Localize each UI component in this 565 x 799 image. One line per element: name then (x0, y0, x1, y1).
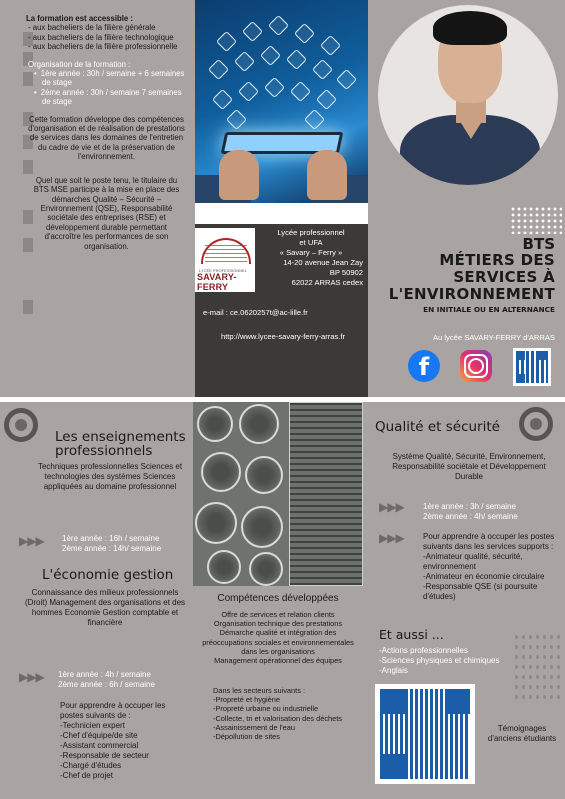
water-treatment-photo (193, 402, 363, 586)
right-hand (307, 150, 347, 200)
email-link[interactable]: e-mail : ce.0620257t@ac-lille.fr (203, 308, 308, 317)
brochure-front (0, 0, 565, 397)
skills-column (193, 402, 363, 799)
sector-item: -Assainissement de l'eau (213, 722, 295, 732)
website-link[interactable]: http://www.lycee-savary-ferry-arras.fr (220, 332, 346, 341)
ring-decoration (4, 408, 38, 442)
job-item: -Chef de projet (60, 771, 113, 780)
training-description: Cette formation développe des compétences d'organisation et de réalisation de prestations de services dans les domaines de l'entretien du cadre de vie et de la préservation de l'environnement. (28, 114, 185, 162)
skills-list: Offre de services et relation clients Organisation technique des prestations Démarche qualité et intégration des préoccupations sociales et environnementales dans les organisations Management opérationnel des équipes (202, 610, 354, 666)
instagram-icon[interactable] (460, 350, 492, 382)
testimonials-label: Témoignages d'anciens étudiants (487, 724, 557, 743)
teaching-hours: 1ère année : 16h / semaine 2ème année : 14h/ semaine (62, 534, 162, 553)
school-column (195, 0, 368, 397)
support-item: -Animateur qualité, sécurité, environnement (423, 552, 523, 571)
info-column (0, 0, 195, 397)
cover-column (368, 0, 565, 397)
job-item: -Technicien expert (60, 721, 125, 730)
quality-hours: 1ère année : 3h / semaine 2ème année : 4h/ semaine (423, 502, 518, 521)
access-item: - aux bacheliers de la filière technologique (28, 32, 174, 42)
qr-code[interactable] (513, 348, 551, 386)
access-title: La formation est accessible : (26, 14, 134, 23)
arrow-icon: ▶▶▶ (19, 534, 44, 548)
brochure-back (0, 402, 565, 799)
economy-hours: 1ère année : 4h / semaine 2ème année : 6h / semaine (58, 670, 155, 689)
support-item: -Responsable QSE (si poursuite d'études) (423, 582, 538, 601)
aussi-list: -Actions professionnelles -Sciences physiques et chimiques -Anglais (379, 646, 500, 675)
aussi-title: Et aussi ... (379, 627, 444, 642)
access-item: - aux bacheliers de la filière générale (28, 23, 156, 33)
supports-intro: Pour apprendre à occuper les postes suivants dans les services supports : (423, 532, 555, 551)
economy-title: L'économie gestion (42, 567, 174, 583)
teaching-title: Les enseignements professionnels (55, 429, 186, 459)
contact-info (203, 308, 363, 356)
left-hand (219, 150, 259, 200)
organisation-block (18, 60, 185, 107)
contact-panel (195, 224, 368, 397)
brochure-subtitle: EN INITIALE OU EN ALTERNANCE (423, 305, 555, 314)
quality-text: Système Qualité, Sécurité, Environnement, Responsabilité sociétale et Développement Durable (392, 452, 546, 481)
school-address: Lycée professionnel et UFA « Savary – Ferry » 14-20 avenue Jean Zay BP 50902 62022 ARRAS cedex (277, 228, 363, 287)
sector-item: -Dépollution de sites (213, 732, 280, 742)
job-item: -Assistant commercial (60, 741, 139, 750)
quality-column (363, 402, 565, 799)
economy-text: Connaissance des milieux professionnels (Droit) Management des organisations et des hommes Economie Gestion comptable et financière (24, 588, 186, 627)
facebook-icon[interactable]: f (408, 350, 440, 382)
support-item: -Animateur en économie circulaire (423, 572, 545, 581)
curriculum-column (0, 402, 193, 799)
job-item: -Chargé d'études (60, 761, 122, 770)
arrow-icon: ▶▶▶ (379, 500, 404, 514)
sector-item: -Propreté urbaine ou industrielle (213, 704, 319, 714)
testimonials-qr-code[interactable] (375, 684, 475, 784)
skills-panel (193, 586, 363, 799)
teaching-text: Techniques professionnelles Sciences et technologies des systèmes Sciences appliquées au domaine professionnel (37, 462, 183, 491)
access-block (18, 14, 185, 52)
jobs-list (60, 701, 190, 781)
lycee-line: Au lycée SAVARY-FERRY d'ARRAS (432, 333, 555, 342)
access-item: - aux bacheliers de la filière professionnelle (28, 42, 178, 52)
sectors-intro: Dans les secteurs suivants : (213, 686, 306, 695)
skills-title: Compétences développées (217, 593, 339, 604)
sectors-list (213, 686, 361, 741)
job-item: -Chef d'équipe/de site (60, 731, 138, 740)
ring-decoration (519, 407, 553, 441)
arrow-icon: ▶▶▶ (19, 670, 44, 684)
sector-item: -Propreté et hygiène (213, 695, 280, 705)
role-description: Quel que soit le poste tenu, le titulaire du BTS MSE participe à la mise en place des démarches Qualité – Sécurité – Environnement (QSE), Responsabilité sociétale des entreprises (RSE) et développement durable permettant d'accroître les performances de son organisation. (33, 175, 180, 251)
arrow-icon: ▶▶▶ (379, 531, 404, 545)
dot-pattern (510, 206, 562, 234)
supports-list (423, 532, 563, 602)
quality-title: Qualité et sécurité (375, 419, 500, 435)
school-logo: LYCÉE PROFESSIONNEL SAVARY-FERRY (195, 228, 255, 292)
job-item: -Responsable de secteur (60, 751, 149, 760)
technology-photo (195, 0, 368, 203)
dot-pattern (513, 632, 563, 702)
organisation-item: • 1ère année : 30h / semaine + 6 semaines de stage (34, 69, 185, 88)
organisation-item: • 2ème année : 30h / semaine 7 semaines de stage (34, 88, 185, 107)
organisation-title: Organisation de la formation : (28, 59, 131, 69)
brochure-title: BTS MÉTIERS DES SERVICES À L'ENVIRONNEMENT EN INITIALE OU EN ALTERNANCE (368, 237, 555, 315)
student-portrait (378, 5, 558, 185)
jobs-intro: Pour apprendre à occuper les postes suivants de : (60, 701, 166, 720)
sector-item: -Collecte, tri et valorisation des déchets (213, 713, 342, 723)
